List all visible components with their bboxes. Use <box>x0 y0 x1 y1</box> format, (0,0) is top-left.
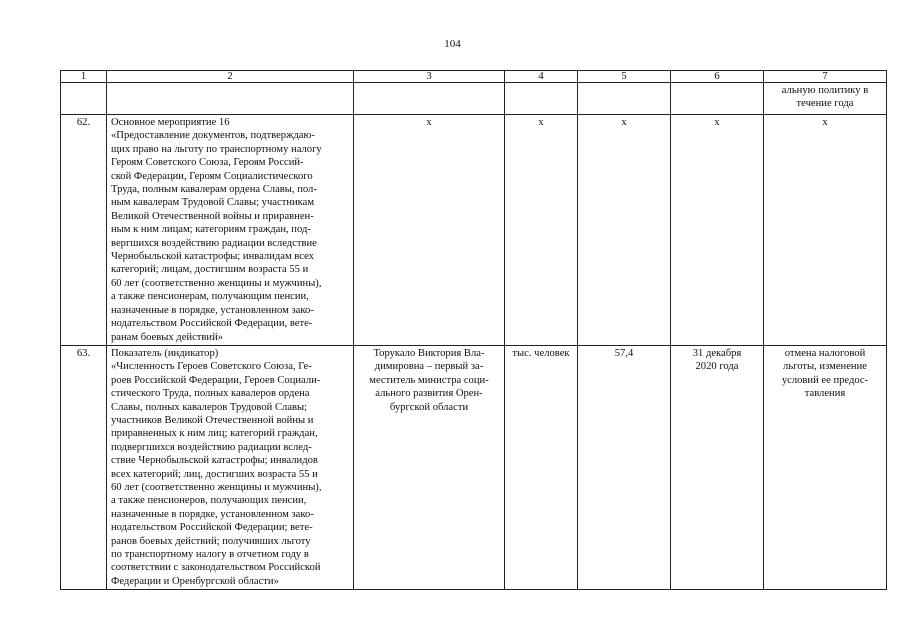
table-row <box>61 345 887 589</box>
table-row <box>61 115 887 346</box>
column-number-7: 7 <box>764 71 887 83</box>
row-number: 63. <box>61 345 107 589</box>
indicators-table <box>60 70 887 590</box>
continuation-row <box>61 83 887 115</box>
row-value: x <box>578 115 671 346</box>
row-responsible: x <box>354 115 505 346</box>
column-number-1: 1 <box>61 71 107 83</box>
row-number: 62. <box>61 115 107 346</box>
row-deadline: x <box>671 115 764 346</box>
row-note: x <box>764 115 887 346</box>
row-description: Основное мероприятие 16 «Предоставление документов, подтверждаю- щих право на льготу по транспортному налогу Героям Советского Союза, Героям Россий- ской Федерации, Героям Социалистического Труда, полным кавалерам ордена Славы, пол- ным кавалерам Трудовой Славы; участникам Великой Отечественной войны и приравнен- ным к ним лицам; категориям граждан, под- вергшихся воздействию радиации вследствие Чернобыльской катастрофы; инвалидам всех категорий; лицам, достигшим возраста 55 и 60 лет (соответственно женщины и мужчины), а также пенсионерам, получающим пенсии, назначенные в порядке, установленном зако- нодательством Российской Федерации, вете- ранам боевых действий» <box>107 115 354 346</box>
continuation-note: альную политику в течение года <box>764 83 887 115</box>
row-responsible: Торукало Виктория Вла- димировна – первый за- меститель министра соци- ального развития Орен- бургской области <box>354 345 505 589</box>
row-value: 57,4 <box>578 345 671 589</box>
row-deadline: 31 декабря 2020 года <box>671 345 764 589</box>
row-unit: тыс. человек <box>505 345 578 589</box>
column-number-4: 4 <box>505 71 578 83</box>
column-number-5: 5 <box>578 71 671 83</box>
row-description: Показатель (индикатор) «Численность Героев Советского Союза, Ге- роев Российской Федерации, Героев Социали- стического Труда, полных кавалеров ордена Славы, полных кавалеров Трудовой Славы; участников Великой Отечественной войны и приравненных к ним лиц; категорий граждан, подвергшихся воздействию радиации вслед- ствие Чернобыльской катастрофы; инвалидов всех категорий; лиц, достигших возраста 55 и 60 лет (соответственно женщины и мужчины), а также пенсионеров, получающих пенсии, назначенные в порядке, установленном зако- нодательством Российской Федерации; вете- ранов боевых действий; получивших льготу по транспортному налогу в отчетном году в соответствии с законодательством Российской Федерации и Оренбургской области» <box>107 345 354 589</box>
row-note: отмена налоговой льготы, изменение условий ее предос- тавления <box>764 345 887 589</box>
column-number-row <box>61 71 887 83</box>
column-number-2: 2 <box>107 71 354 83</box>
column-number-3: 3 <box>354 71 505 83</box>
page-number: 104 <box>444 38 461 50</box>
column-number-6: 6 <box>671 71 764 83</box>
row-unit: x <box>505 115 578 346</box>
